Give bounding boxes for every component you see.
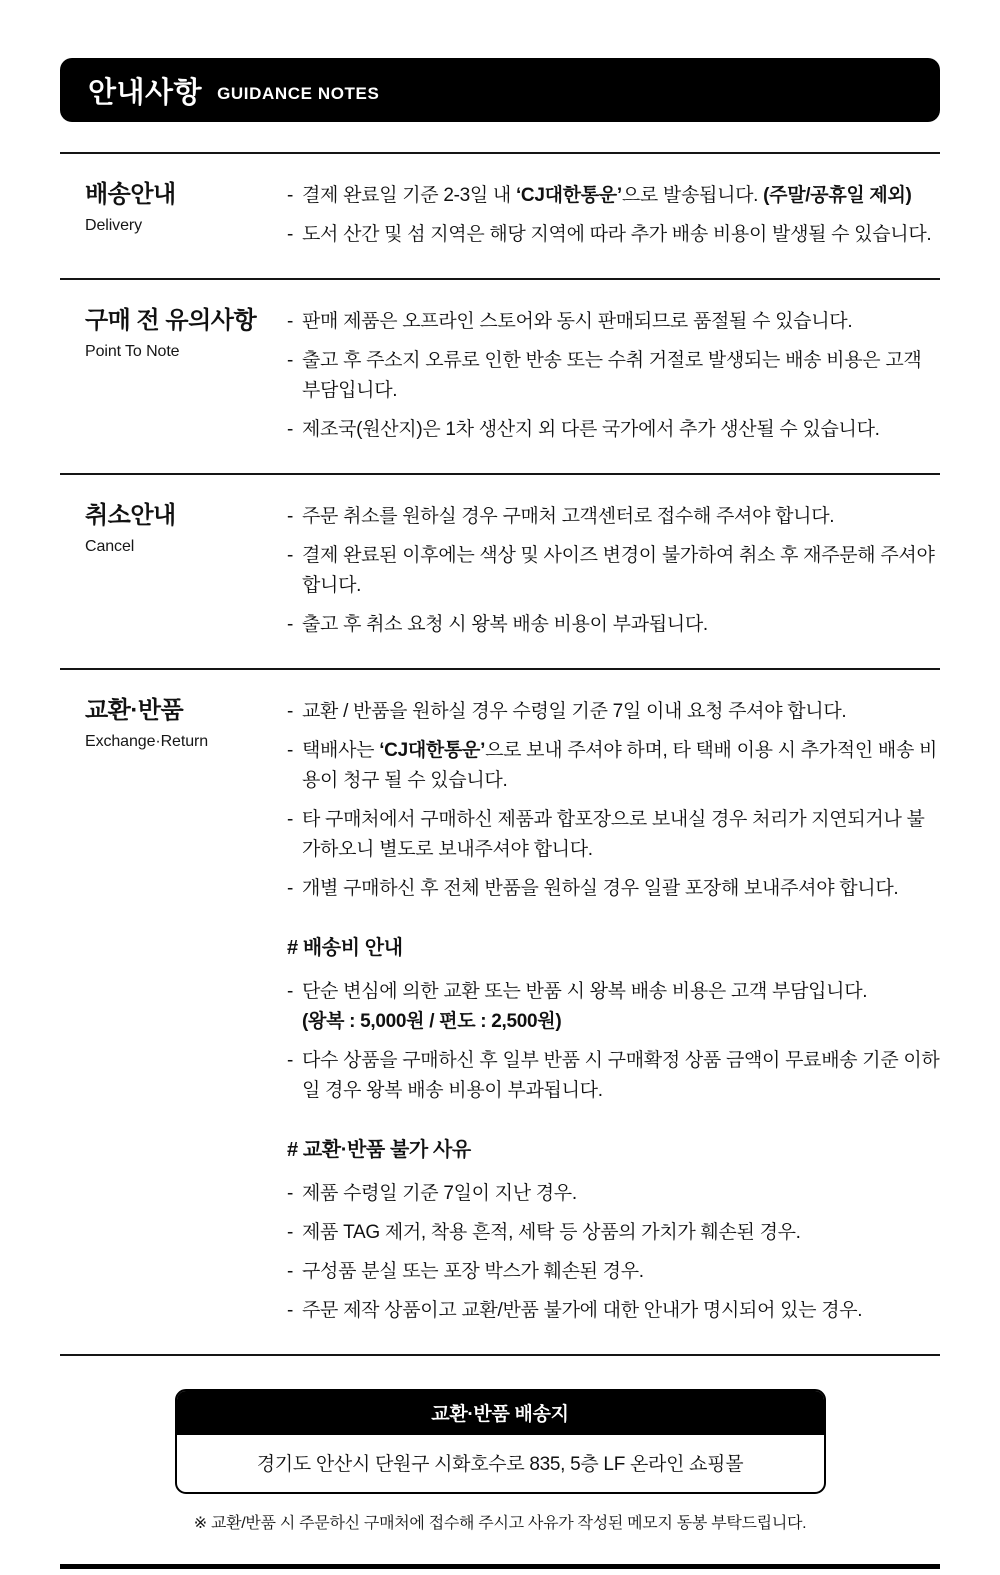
section-body	[287, 502, 940, 640]
bullet-item	[287, 1046, 940, 1106]
bullet-text: 단순 변심에 의한 교환 또는 반품 시 왕복 배송 비용은 고객 부담입니다. (왕복 : 5,000원 / 편도 : 2,500원)	[302, 981, 868, 1032]
bullet-text: 구성품 분실 또는 포장 박스가 훼손된 경우.	[302, 1261, 644, 1282]
return-address-title: 교환·반품 배송지	[177, 1391, 824, 1435]
bullet-text: 제조국(원산지)은 1차 생산지 외 다른 국가에서 추가 생산될 수 있습니다.	[302, 419, 880, 440]
section-divider	[60, 1354, 940, 1356]
bullet-dash: -	[287, 185, 294, 206]
section-title-en: Exchange·Return	[85, 732, 209, 750]
bullet-item	[287, 415, 940, 445]
policy-sections	[60, 152, 940, 1356]
bullet-item	[287, 1296, 940, 1326]
bullet-item	[287, 610, 940, 640]
section-delivery	[60, 152, 940, 278]
return-address: 경기도 안산시 단원구 시화호수로 835, 5층 LF 온라인 쇼핑몰	[256, 1454, 744, 1475]
bullet-item	[287, 1179, 940, 1209]
bullet-text: 다수 상품을 구매하신 후 일부 반품 시 구매확정 상품 금액이 무료배송 기준 이하일 경우 왕복 배송 비용이 부과됩니다.	[302, 1050, 940, 1101]
bullet-text: 타 구매처에서 구매하신 제품과 합포장으로 보내실 경우 처리가 지연되거나 불가하오니 별도로 보내주셔야 합니다.	[302, 809, 925, 860]
bullet-text: 택배사는 ‘CJ대한통운’으로 보내 주셔야 하며, 타 택배 이용 시 추가적인 배송 비용이 청구 될 수 있습니다.	[302, 740, 938, 791]
bullet-dash: -	[287, 1183, 294, 1204]
section-body	[287, 181, 940, 250]
section-title-ko: 구매 전 유의사항	[85, 307, 257, 334]
section-title-block	[60, 697, 287, 1326]
bullet-text: 주문 취소를 원하실 경우 구매처 고객센터로 접수해 주셔야 합니다.	[302, 506, 835, 527]
bullet-dash: -	[287, 981, 294, 1002]
bullet-text: 제품 수령일 기준 7일이 지난 경우.	[302, 1183, 577, 1204]
bullet-dash: -	[287, 1300, 294, 1321]
section-title-block	[60, 181, 287, 250]
bullet-item	[287, 805, 940, 865]
section-cancel	[60, 473, 940, 668]
bullet-dash: -	[287, 1050, 294, 1071]
bullet-item	[287, 307, 940, 337]
bullet-text: 제품 TAG 제거, 착용 흔적, 세탁 등 상품의 가치가 훼손된 경우.	[302, 1222, 801, 1243]
section-title-en: Point To Note	[85, 342, 180, 360]
bullet-item	[287, 1218, 940, 1248]
section-title-block	[60, 502, 287, 640]
bullet-item	[287, 977, 940, 1037]
bullet-dash: -	[287, 419, 294, 440]
footer	[60, 1389, 940, 1569]
bullet-dash: -	[287, 311, 294, 332]
section-title-en: Cancel	[85, 537, 135, 555]
bullet-dash: -	[287, 701, 294, 722]
subheading-not-allowed: # 교환·반품 불가 사유	[287, 1139, 471, 1161]
bullet-text: 결제 완료일 기준 2-3일 내 ‘CJ대한통운’으로 발송됩니다. (주말/공휴일 제외)	[302, 185, 912, 206]
section-point-to-note	[60, 278, 940, 473]
bullet-item	[287, 1257, 940, 1287]
bullet-text: 도서 산간 및 섬 지역은 해당 지역에 따라 추가 배송 비용이 발생될 수 있습니다.	[302, 224, 932, 245]
bullet-dash: -	[287, 1222, 294, 1243]
bullet-item	[287, 541, 940, 601]
subheading-shipping-fee: # 배송비 안내	[287, 937, 403, 959]
bullet-dash: -	[287, 545, 294, 566]
bullet-item	[287, 220, 940, 250]
bullet-text: 교환 / 반품을 원하실 경우 수령일 기준 7일 이내 요청 주셔야 합니다.	[302, 701, 847, 722]
bullet-dash: -	[287, 224, 294, 245]
bullet-item	[287, 181, 940, 211]
bullet-dash: -	[287, 614, 294, 635]
bullet-dash: -	[287, 740, 294, 761]
bullet-dash: -	[287, 350, 294, 371]
bullet-text: 개별 구매하신 후 전체 반품을 원하실 경우 일괄 포장해 보내주셔야 합니다.	[302, 878, 899, 899]
bottom-rule	[60, 1564, 940, 1569]
section-title-block	[60, 307, 287, 445]
page-title: 안내사항	[88, 76, 203, 109]
bullet-dash: -	[287, 1261, 294, 1282]
bullet-dash: -	[287, 878, 294, 899]
bullet-text: 판매 제품은 오프라인 스토어와 동시 판매되므로 품절될 수 있습니다.	[302, 311, 853, 332]
footer-note: ※ 교환/반품 시 주문하신 구매처에 접수해 주시고 사유가 작성된 메모지 동봉 부탁드립니다.	[193, 1515, 807, 1532]
section-title-ko: 교환·반품	[85, 697, 184, 724]
bullet-item	[287, 346, 940, 406]
bullet-text: 결제 완료된 이후에는 색상 및 사이즈 변경이 불가하여 취소 후 재주문해 주셔야 합니다.	[302, 545, 935, 596]
section-body	[287, 697, 940, 1326]
bullet-text: 주문 제작 상품이고 교환/반품 불가에 대한 안내가 명시되어 있는 경우.	[302, 1300, 863, 1321]
section-body	[287, 307, 940, 445]
bullet-dash: -	[287, 809, 294, 830]
bullet-text: 출고 후 취소 요청 시 왕복 배송 비용이 부과됩니다.	[302, 614, 708, 635]
page-subtitle: GUIDANCE NOTES	[217, 84, 380, 103]
bullet-item	[287, 502, 940, 532]
section-title-en: Delivery	[85, 216, 142, 234]
bullet-text: 출고 후 주소지 오류로 인한 반송 또는 수취 거절로 발생되는 배송 비용은 고객 부담입니다.	[302, 350, 922, 401]
return-address-box	[175, 1389, 826, 1494]
section-title-ko: 취소안내	[85, 502, 176, 529]
bullet-item	[287, 874, 940, 904]
section-exchange-return	[60, 668, 940, 1354]
section-title-ko: 배송안내	[85, 181, 176, 208]
bullet-item	[287, 697, 940, 727]
bullet-item	[287, 736, 940, 796]
bullet-dash: -	[287, 506, 294, 527]
page-title-bar	[60, 58, 940, 122]
